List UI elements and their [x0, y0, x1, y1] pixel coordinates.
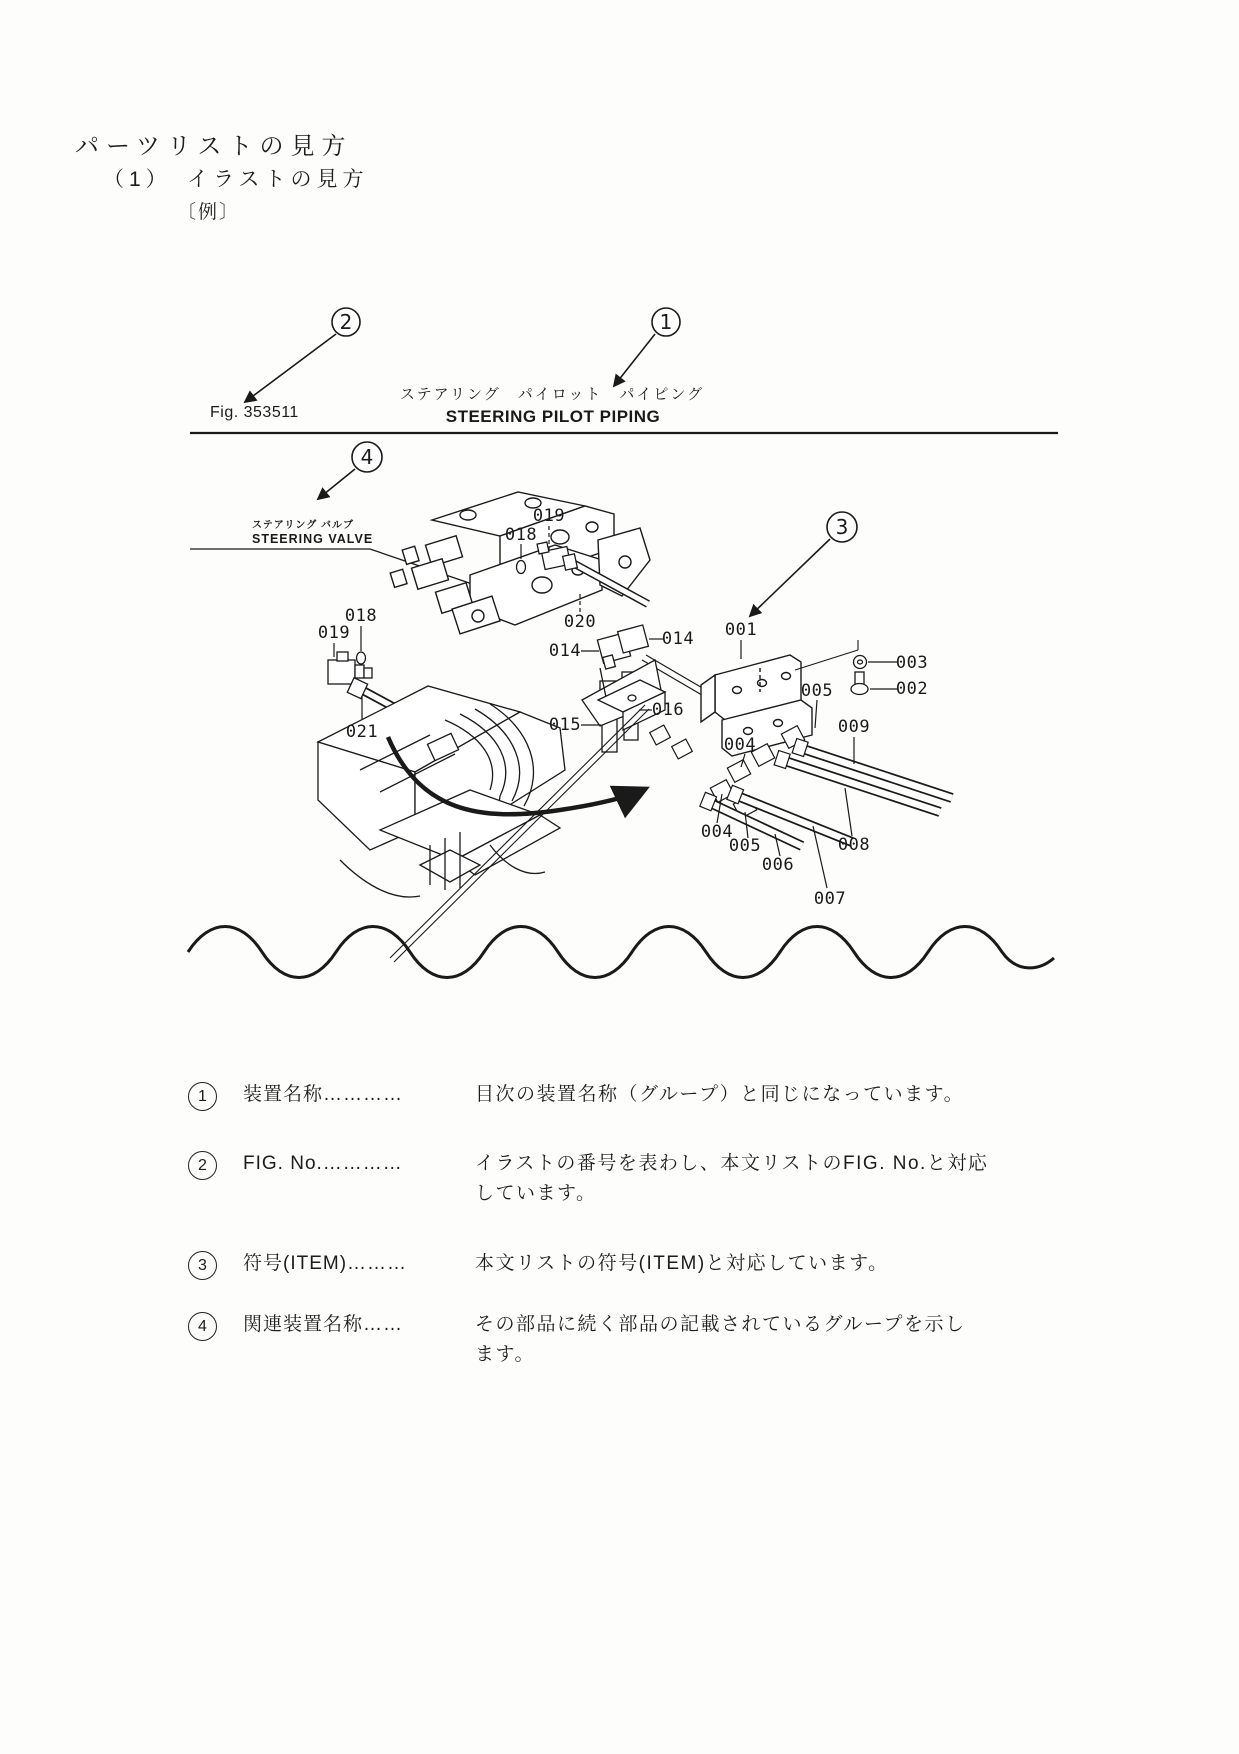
legend-term-1: 装置名称…………: [243, 1084, 404, 1105]
steering-valve-label-en: STEERING VALVE: [252, 532, 374, 546]
section-title: （1） イラストの見方: [103, 168, 369, 191]
part-label-019: 019: [532, 506, 566, 526]
part-label-014: 014: [548, 641, 582, 661]
legend-item-1: [188, 1080, 1088, 1111]
legend-term-4: 関連装置名称……: [243, 1314, 404, 1335]
legend-num-3: 3: [188, 1251, 217, 1280]
part-label-004: 004: [723, 735, 757, 755]
part-label-016: 016: [651, 700, 685, 720]
legend-desc-4-line1: その部品に続く部品の記載されているグループを示し: [475, 1314, 966, 1335]
part-label-014b: 014: [661, 629, 695, 649]
legend-desc-1-line1: 目次の装置名称（グループ）と同じになっています。: [475, 1084, 965, 1105]
bolt-002: [851, 672, 868, 695]
callout-4-number: 4: [360, 445, 374, 469]
part-label-015: 015: [548, 715, 582, 735]
part-label-008: 008: [837, 835, 871, 855]
legend-item-2: [188, 1149, 1088, 1209]
callout-1-number: 1: [659, 310, 673, 334]
legend-num-4: 4: [188, 1312, 217, 1341]
legend-num-2: 2: [188, 1151, 217, 1180]
part-label-007: 007: [813, 889, 847, 909]
part-label-009: 009: [837, 717, 871, 737]
legend-desc-4: [475, 1310, 1088, 1370]
part-label-005b: 005: [728, 836, 762, 856]
part-label-006: 006: [761, 855, 795, 875]
machine-frame-drawing: [318, 686, 565, 897]
steering-valve-label-ja: ステアリング バルブ: [252, 520, 354, 531]
legend-item-4: [188, 1310, 1088, 1370]
callout-3-number: 3: [835, 515, 849, 539]
legend-num-1: 1: [188, 1082, 217, 1111]
page-title: パーツリストの見方: [75, 133, 353, 160]
legend-desc-2-line1: イラストの番号を表わし、本文リストのFIG. No.と対応: [475, 1153, 989, 1174]
legend-desc-2: [475, 1149, 1088, 1209]
part-label-020: 020: [563, 612, 597, 632]
part-label-019b: 019: [317, 623, 351, 643]
figure-title-ja: ステアリング パイロット パイピング: [399, 386, 705, 403]
legend-desc-3-line1: 本文リストの符号(ITEM)と対応しています。: [475, 1253, 889, 1274]
part-label-001: 001: [724, 620, 758, 640]
part-label-005: 005: [800, 681, 834, 701]
part-label-018: 018: [504, 525, 538, 545]
legend: [188, 1080, 1088, 1370]
part-label-002: 002: [895, 679, 929, 699]
example-label: 〔例〕: [177, 202, 241, 223]
legend-desc-1: [475, 1080, 1088, 1110]
figure-number: Fig. 353511: [210, 404, 299, 421]
part-label-018b: 018: [344, 606, 378, 626]
legend-desc-2-line2: しています。: [475, 1183, 597, 1204]
legend-desc-4-line2: ます。: [475, 1344, 535, 1365]
legend-item-3: [188, 1249, 1088, 1280]
callout-2-number: 2: [339, 310, 353, 334]
part-label-003: 003: [895, 653, 929, 673]
figure-title-en: STEERING PILOT PIPING: [445, 407, 661, 426]
legend-desc-3: [475, 1249, 1088, 1279]
part-label-021: 021: [345, 722, 379, 742]
part-label-004b: 004: [700, 822, 734, 842]
legend-term-2: FIG. No.…………: [243, 1153, 403, 1174]
bolt-leader-line: [795, 640, 858, 670]
legend-term-3: 符号(ITEM)………: [243, 1253, 408, 1274]
break-wavy-line: [188, 927, 1054, 978]
washer-003: [854, 656, 867, 669]
